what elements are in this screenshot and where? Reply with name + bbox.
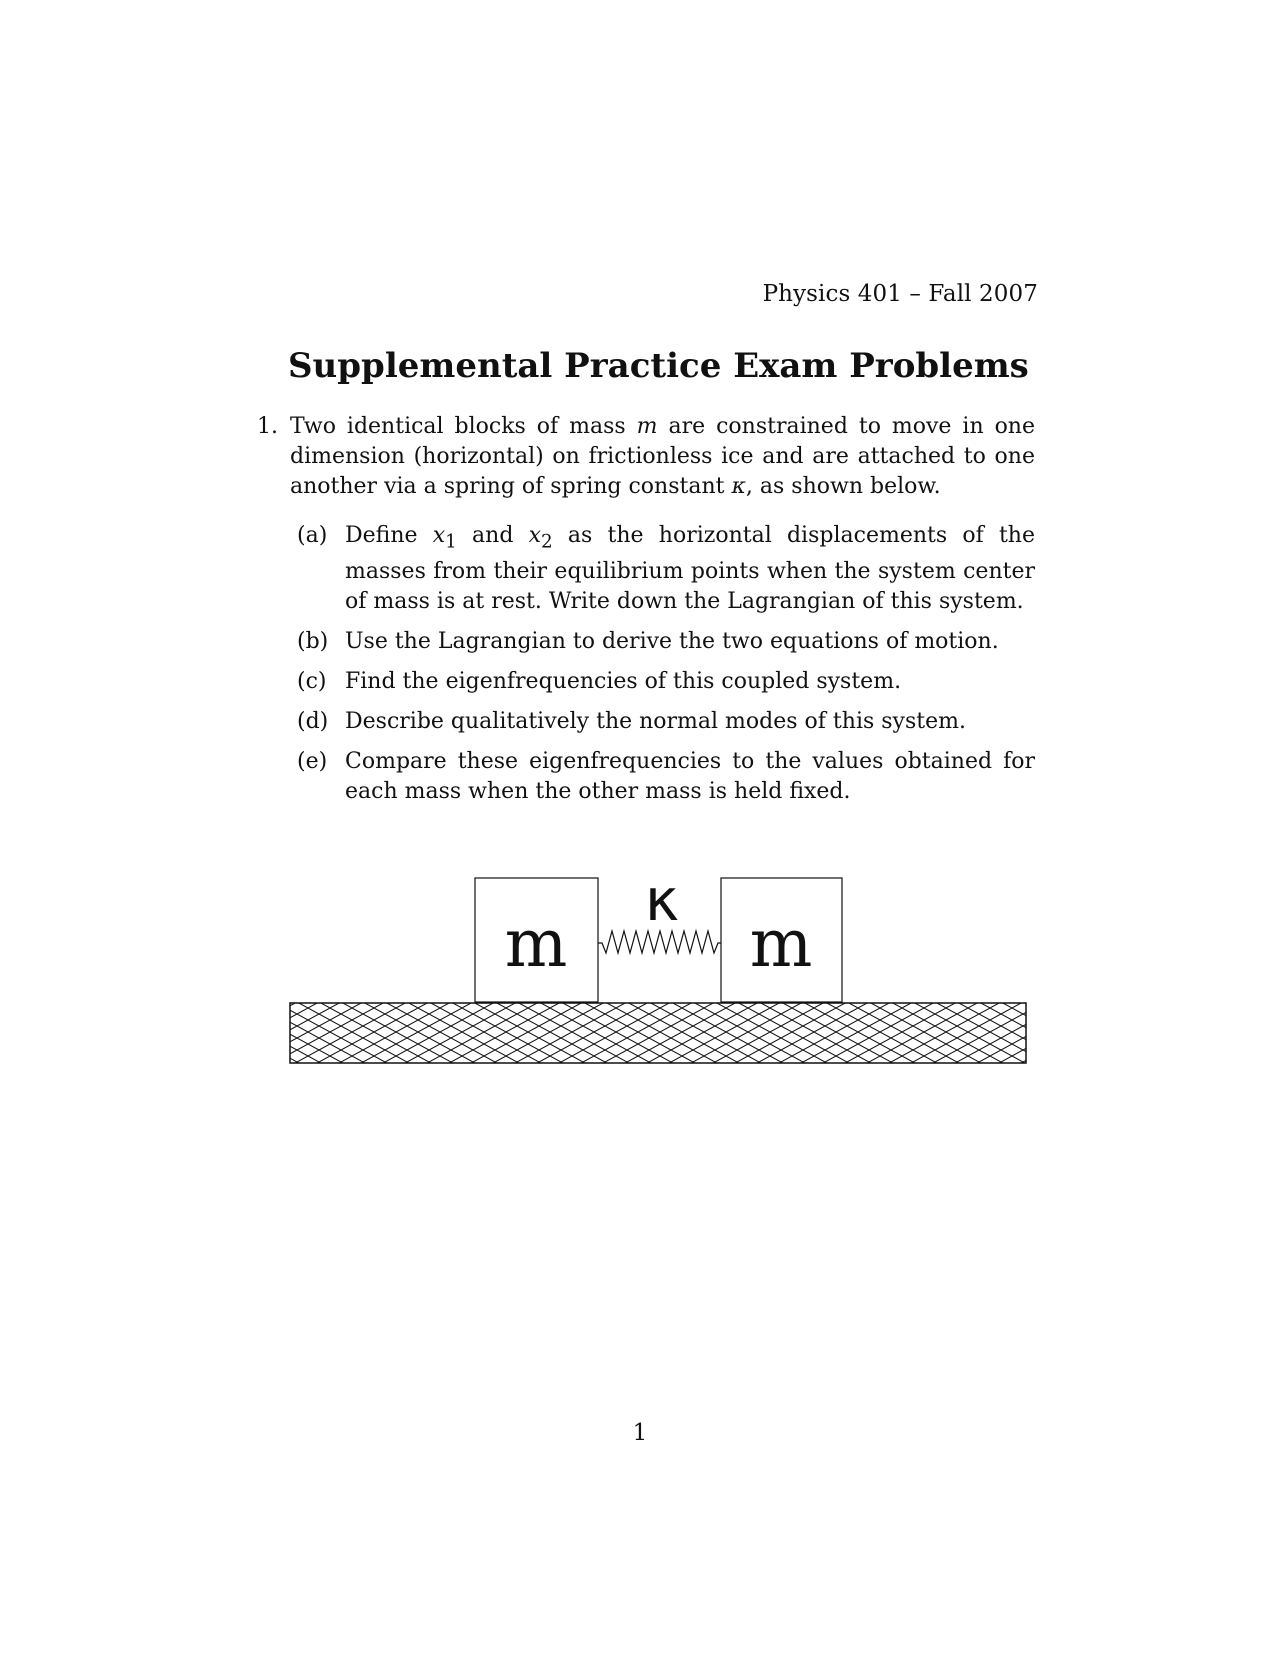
part-a-text-1: Define: [345, 523, 433, 548]
problem-text-3: , as shown below.: [745, 474, 941, 499]
part-label: (e): [297, 749, 328, 775]
x2-subscript: 2: [541, 531, 553, 553]
part-label: (b): [297, 629, 329, 655]
left-mass-label: m: [504, 905, 568, 982]
part-label: (a): [297, 523, 328, 548]
part-text: Use the Lagrangian to derive the two equations of motion.: [345, 629, 999, 655]
mass-variable: m: [636, 414, 658, 439]
spring-constant-label: κ: [644, 866, 680, 934]
part-text: Compare these eigenfrequencies to the values obtained for each mass when the other mass is held fixed.: [345, 749, 1035, 805]
problem-text-2: are constrained to move in one dimension (horizontal) on frictionless ice and are attached to one another via a spring of spring constant: [290, 414, 1035, 499]
page-title: Supplemental Practice Exam Problems: [288, 346, 1029, 386]
part-label: (d): [297, 709, 329, 735]
x1-variable: x: [432, 523, 446, 548]
problem-text-1: Two identical blocks of mass: [290, 414, 637, 439]
part-a-text-3: as the horizontal displacements of the masses from their equilibrium points when the system center of mass is at rest. Write down the Lagrangian of this system.: [345, 523, 1035, 615]
part-label: (c): [297, 669, 327, 695]
x2-variable: x: [528, 523, 542, 548]
part-text: Find the eigenfrequencies of this coupled system.: [345, 669, 902, 695]
right-mass-label: m: [749, 905, 813, 982]
kappa-variable: κ: [731, 474, 746, 499]
problem-number: 1.: [257, 414, 278, 439]
part-a-text-2: and: [456, 523, 529, 548]
ice-ground: [290, 1003, 1026, 1063]
x1-subscript: 1: [445, 531, 457, 553]
page-number: 1: [632, 1420, 648, 1446]
course-header: Physics 401 – Fall 2007: [762, 281, 1038, 307]
part-text: Describe qualitatively the normal modes of this system.: [345, 709, 966, 735]
spring: [598, 931, 721, 953]
